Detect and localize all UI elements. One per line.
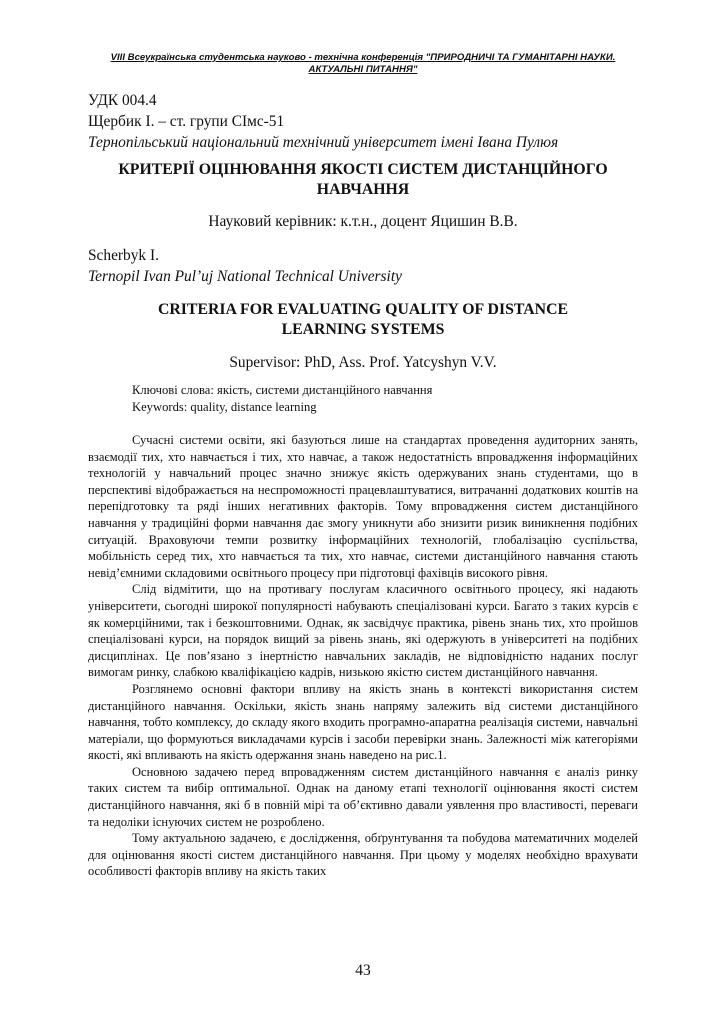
en-title-line-2: LEARNING SYSTEMS <box>281 321 445 338</box>
ua-title-line-1: КРИТЕРІЇ ОЦІНЮВАННЯ ЯКОСТІ СИСТЕМ ДИСТАНЦІЙНОГО <box>118 161 608 178</box>
conference-header-line-1: VIII Всеукраїнська студентська науково - технічна конференція "ПРИРОДНИЧІ ТА ГУМАНІТАРНІ НАУКИ. <box>110 52 616 63</box>
keywords-block <box>132 382 638 416</box>
ua-university: Тернопільський національний технічний університет імені Івана Пулюя <box>88 134 559 151</box>
en-supervisor: Supervisor: PhD, Ass. Prof. Yatcyshyn V.V. <box>229 354 497 371</box>
paragraph-4: Основною задачею перед впровадженням систем дистанційного навчання є аналіз ринку таких систем та вибір оптимальної. Однак на даному етапі технології оцінювання якості систем дистанційного навчання, які б в повній мірі та об’єктивно давали уявлення про властивості, переваги та недоліки існуючих систем не розроблено. <box>88 764 638 829</box>
en-author-block <box>88 245 638 287</box>
paragraph-5: Тому актуальною задачею, є дослідження, обґрунтування та побудова математичних моделей для оцінювання якості систем дистанційного навчання. При цьому у моделях необхідно врахувати особливості факторів впливу на якість таких <box>88 831 638 879</box>
keywords-en: Keywords: quality, distance learning <box>132 400 317 414</box>
paragraph-3: Розглянемо основні фактори впливу на якість знань в контексті використання систем дистанційного навчання. Оскільки, якість знань напряму залежить від системи дистанційного навчання, тобто комплексу, до складу якого входить програмно-апаратна реалізація системи, навчальні матеріали, що формуються викладачами курсів і засоби перевірки знань. Залежності між категоріями якості, які впливають на якість одержання знань наведено на рис.1. <box>88 681 638 763</box>
paragraph-2: Слід відмітити, що на противагу послугам класичного освітнього процесу, які надають університети, сьогодні широкої популярності набувають спеціалізовані курси. Багато з таких курсів є як комерційними, так і безкоштовними. Однак, як засвідчує практика, рівень знань тих, хто пройшов спеціалізовані курси, на порядок вищий за рівень знань, які одержують в університеті на подібних дисциплінах. Це пов’язано з інертністю навчальних закладів, не відповідністю наданих послуг вимогам ринку, слабкою кваліфікацією кадрів, низькою якістю систем дистанційного навчання. <box>88 582 638 680</box>
ua-author: Щербик І. – ст. групи СІмс-51 <box>88 113 285 130</box>
keywords-ua: Ключові слова: якість, системи дистанційного навчання <box>132 383 433 397</box>
page-number: 43 <box>355 962 371 979</box>
conference-header <box>88 52 638 76</box>
en-university: Ternopil Ivan Pul’uj National Technical University <box>88 268 402 285</box>
en-title-line-1: CRITERIA FOR EVALUATING QUALITY OF DISTANCE <box>157 301 569 318</box>
paragraph-1: Сучасні системи освіти, які базуються лише на стандартах проведення аудиторних занять, взаємодії тих, хто навчається і тих, хто навчає, а також недостатність впровадження інформаційних технологій у навчальний процес значно знижує якість одержуваних знань студентами, що в перспективі відображається на неспроможності працевлаштуватися, витрачанні додаткових коштів на перепідготовку та ряді інших негативних факторів. Тому впровадження систем дистанційного навчання у традиційні форми навчання дає змогу уникнути або знизити ризик виникнення подібних ситуацій. Враховуючи темпи розвитку інформаційних технологій, глобалізацію суспільства, мобільність серед тих, хто навчається та тих, хто навчає, системи дистанційного навчання стають невід’ємними складовими освітнього процесу при підготовці фахівців високого рівня. <box>88 433 638 580</box>
paper-page <box>88 0 638 1024</box>
body-text <box>88 432 638 880</box>
en-author: Scherbyk I. <box>88 247 159 264</box>
en-title <box>88 300 638 340</box>
ua-supervisor: Науковий керівник: к.т.н., доцент Яцишин В.В. <box>208 213 518 230</box>
ua-author-block <box>88 90 638 153</box>
ua-title <box>88 160 638 200</box>
udc-code: УДК 004.4 <box>88 92 157 109</box>
conference-header-line-2: АКТУАЛЬНІ ПИТАННЯ" <box>308 64 418 75</box>
ua-title-line-2: НАВЧАННЯ <box>316 181 410 198</box>
